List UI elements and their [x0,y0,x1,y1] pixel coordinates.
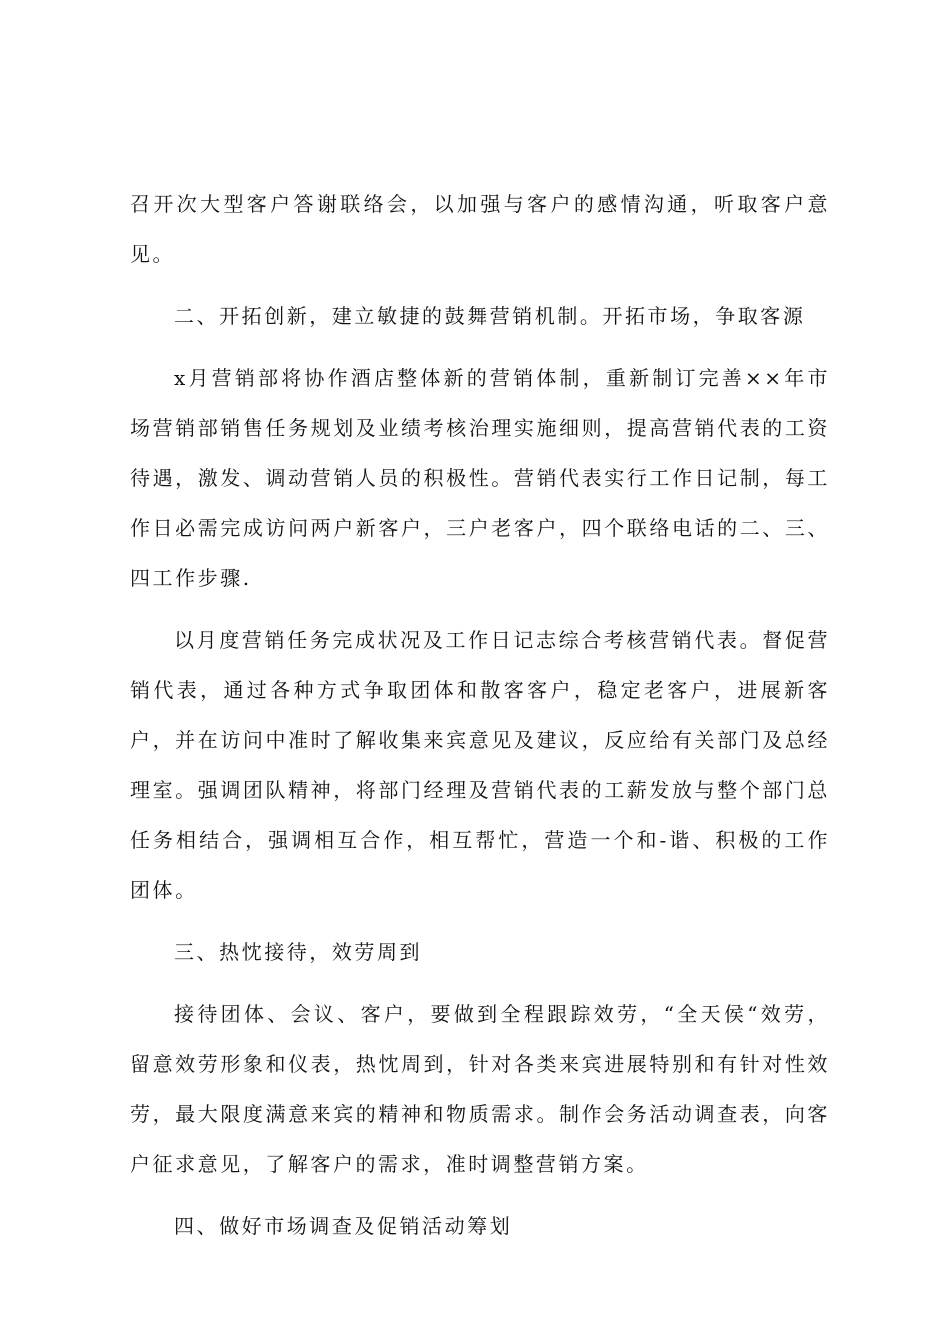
paragraph-marketing-system: x月营销部将协作酒店整体新的营销体制，重新制订完善××年市场营销部销售任务规划及业绩考核治理实施细则，提高营销代表的工资待遇，激发、调动营销人员的积极性。营销代表实行工作日记制，每工作日必需完成访问两户新客户，三户老客户，四个联络电话的二、三、四工作步骤. [130,366,830,590]
paragraph-continuation: 召开次大型客户答谢联络会，以加强与客户的感情沟通，听取客户意见。 [130,192,830,266]
section-heading-4: 四、做好市场调查及促销活动筹划 [174,1214,513,1238]
section-heading-3: 三、热忱接待，效劳周到 [174,940,423,964]
paragraph-reception: 接待团体、会议、客户，要做到全程跟踪效劳，“全天侯“效劳，留意效劳形象和仪表，热忱周到，针对各类来宾进展特别和有针对性效劳，最大限度满意来宾的精神和物质需求。制作会务活动调查表，向客户征求意见，了解客户的需求，准时调整营销方案。 [130,1002,830,1176]
paragraph-assessment: 以月度营销任务完成状况及工作日记志综合考核营销代表。督促营销代表，通过各种方式争取团体和散客客户，稳定老客户，进展新客户，并在访问中准时了解收集来宾意见及建议，反应给有关部门及总经理室。强调团队精神，将部门经理及营销代表的工薪发放与整个部门总任务相结合，强调相互合作，相互帮忙，营造一个和-谐、积极的工作团体。 [130,628,830,902]
section-heading-2: 二、开拓创新，建立敏捷的鼓舞营销机制。开拓市场，争取客源 [174,304,806,328]
document-body [130,179,830,1263]
